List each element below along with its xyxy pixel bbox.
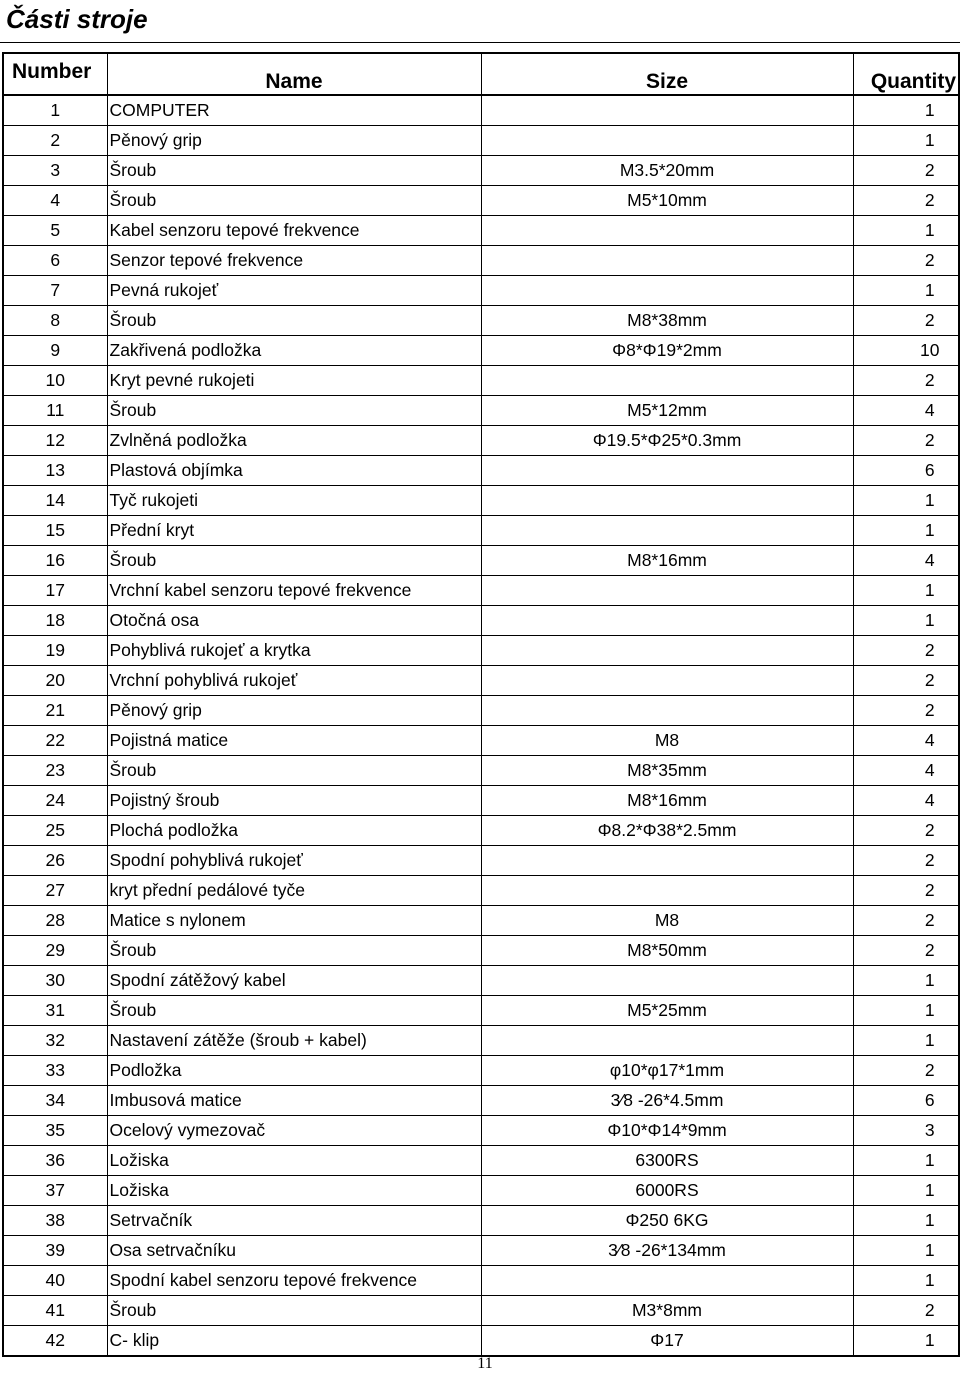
part-quantity: 6	[853, 456, 959, 486]
table-row	[3, 1266, 959, 1296]
part-number: 9	[3, 336, 107, 366]
part-size: 3⁄8 -26*4.5mm	[481, 1086, 853, 1116]
part-quantity: 1	[853, 486, 959, 516]
part-quantity: 1	[853, 966, 959, 996]
table-row	[3, 456, 959, 486]
part-quantity: 1	[853, 1206, 959, 1236]
table-row	[3, 1146, 959, 1176]
part-quantity: 2	[853, 156, 959, 186]
part-number: 25	[3, 816, 107, 846]
part-size: M5*12mm	[481, 396, 853, 426]
part-number: 8	[3, 306, 107, 336]
part-size	[481, 246, 853, 276]
part-quantity: 1	[853, 216, 959, 246]
part-number: 23	[3, 756, 107, 786]
part-name: Ocelový vymezovač	[107, 1116, 481, 1146]
part-name: Šroub	[107, 186, 481, 216]
part-number: 11	[3, 396, 107, 426]
part-name: Plochá podložka	[107, 816, 481, 846]
part-quantity: 1	[853, 1176, 959, 1206]
part-size	[481, 1026, 853, 1056]
part-name: Zakřivená podložka	[107, 336, 481, 366]
header-name: Name	[107, 53, 481, 95]
table-row	[3, 156, 959, 186]
part-size: Φ19.5*Φ25*0.3mm	[481, 426, 853, 456]
table-row	[3, 276, 959, 306]
part-name: Šroub	[107, 396, 481, 426]
part-quantity: 2	[853, 816, 959, 846]
part-number: 20	[3, 666, 107, 696]
part-size: Φ8*Φ19*2mm	[481, 336, 853, 366]
part-size	[481, 456, 853, 486]
part-quantity: 1	[853, 516, 959, 546]
part-name: Senzor tepové frekvence	[107, 246, 481, 276]
part-quantity: 2	[853, 1296, 959, 1326]
part-name: Pěnový grip	[107, 126, 481, 156]
table-row	[3, 816, 959, 846]
part-name: Setrvačník	[107, 1206, 481, 1236]
part-quantity: 2	[853, 876, 959, 906]
part-quantity: 2	[853, 936, 959, 966]
part-number: 37	[3, 1176, 107, 1206]
table-row	[3, 936, 959, 966]
table-row	[3, 576, 959, 606]
part-number: 17	[3, 576, 107, 606]
part-name: Pojistná matice	[107, 726, 481, 756]
part-name: Pojistný šroub	[107, 786, 481, 816]
part-name: Matice s nylonem	[107, 906, 481, 936]
part-quantity: 1	[853, 126, 959, 156]
table-row	[3, 126, 959, 156]
part-name: Pohyblivá rukojeť a krytka	[107, 636, 481, 666]
table-row	[3, 306, 959, 336]
part-quantity: 2	[853, 906, 959, 936]
table-row	[3, 876, 959, 906]
part-size: 3⁄8 -26*134mm	[481, 1236, 853, 1266]
part-number: 27	[3, 876, 107, 906]
part-number: 21	[3, 696, 107, 726]
part-name: Osa setrvačníku	[107, 1236, 481, 1266]
table-row	[3, 1056, 959, 1086]
table-row	[3, 606, 959, 636]
part-number: 15	[3, 516, 107, 546]
part-quantity: 4	[853, 726, 959, 756]
part-quantity: 10	[853, 336, 959, 366]
part-size: M8*16mm	[481, 786, 853, 816]
part-number: 34	[3, 1086, 107, 1116]
part-number: 4	[3, 186, 107, 216]
part-number: 13	[3, 456, 107, 486]
title-divider	[0, 42, 960, 43]
part-number: 3	[3, 156, 107, 186]
table-row	[3, 1176, 959, 1206]
table-row	[3, 1026, 959, 1056]
part-size	[481, 846, 853, 876]
part-number: 12	[3, 426, 107, 456]
part-size	[481, 216, 853, 246]
table-row	[3, 996, 959, 1026]
part-quantity: 2	[853, 426, 959, 456]
table-row	[3, 846, 959, 876]
table-row	[3, 396, 959, 426]
part-number: 30	[3, 966, 107, 996]
part-size: M8*16mm	[481, 546, 853, 576]
part-quantity: 2	[853, 666, 959, 696]
part-size	[481, 126, 853, 156]
part-quantity: 1	[853, 996, 959, 1026]
part-size	[481, 1266, 853, 1296]
part-name: Pevná rukojeť	[107, 276, 481, 306]
part-quantity: 1	[853, 1326, 959, 1357]
part-name: Kryt pevné rukojeti	[107, 366, 481, 396]
part-number: 19	[3, 636, 107, 666]
table-row	[3, 906, 959, 936]
part-size	[481, 696, 853, 726]
part-number: 18	[3, 606, 107, 636]
part-number: 16	[3, 546, 107, 576]
part-size: Φ250 6KG	[481, 1206, 853, 1236]
part-quantity: 2	[853, 306, 959, 336]
part-name: COMPUTER	[107, 95, 481, 126]
part-name: Šroub	[107, 756, 481, 786]
part-name: Spodní pohyblivá rukojeť	[107, 846, 481, 876]
parts-table-body	[3, 95, 959, 1356]
part-name: Ložiska	[107, 1146, 481, 1176]
part-size	[481, 486, 853, 516]
part-quantity: 2	[853, 636, 959, 666]
part-number: 14	[3, 486, 107, 516]
part-name: kryt přední pedálové tyče	[107, 876, 481, 906]
part-number: 42	[3, 1326, 107, 1357]
header-size: Size	[481, 53, 853, 95]
part-number: 6	[3, 246, 107, 276]
part-name: Šroub	[107, 1296, 481, 1326]
part-size	[481, 876, 853, 906]
part-quantity: 1	[853, 95, 959, 126]
part-number: 38	[3, 1206, 107, 1236]
table-row	[3, 1206, 959, 1236]
part-quantity: 1	[853, 1146, 959, 1176]
part-name: Šroub	[107, 156, 481, 186]
part-number: 7	[3, 276, 107, 306]
part-number: 26	[3, 846, 107, 876]
part-size: M3*8mm	[481, 1296, 853, 1326]
part-size: M8	[481, 726, 853, 756]
table-row	[3, 95, 959, 126]
part-number: 32	[3, 1026, 107, 1056]
page-title: Části stroje	[6, 4, 148, 34]
table-row	[3, 786, 959, 816]
part-name: Šroub	[107, 936, 481, 966]
part-name: Vrchní kabel senzoru tepové frekvence	[107, 576, 481, 606]
part-quantity: 4	[853, 756, 959, 786]
part-quantity: 2	[853, 846, 959, 876]
part-name: Otočná osa	[107, 606, 481, 636]
part-quantity: 1	[853, 1026, 959, 1056]
part-size: 6000RS	[481, 1176, 853, 1206]
table-row	[3, 966, 959, 996]
part-number: 39	[3, 1236, 107, 1266]
part-name: C- klip	[107, 1326, 481, 1357]
header-quantity: Quantity	[853, 53, 959, 95]
part-quantity: 2	[853, 1056, 959, 1086]
part-number: 29	[3, 936, 107, 966]
table-row	[3, 1326, 959, 1357]
table-row	[3, 366, 959, 396]
part-size: M8*35mm	[481, 756, 853, 786]
part-size: M3.5*20mm	[481, 156, 853, 186]
part-name: Imbusová matice	[107, 1086, 481, 1116]
part-quantity: 2	[853, 366, 959, 396]
part-name: Šroub	[107, 306, 481, 336]
part-size: Φ10*Φ14*9mm	[481, 1116, 853, 1146]
part-name: Kabel senzoru tepové frekvence	[107, 216, 481, 246]
part-name: Pěnový grip	[107, 696, 481, 726]
table-row	[3, 1296, 959, 1326]
part-number: 5	[3, 216, 107, 246]
table-row	[3, 1116, 959, 1146]
table-row	[3, 726, 959, 756]
part-size	[481, 966, 853, 996]
table-row	[3, 216, 959, 246]
part-quantity: 2	[853, 186, 959, 216]
part-number: 22	[3, 726, 107, 756]
table-row	[3, 756, 959, 786]
header-number: Number	[3, 53, 107, 95]
part-name: Spodní kabel senzoru tepové frekvence	[107, 1266, 481, 1296]
part-quantity: 1	[853, 276, 959, 306]
part-number: 10	[3, 366, 107, 396]
part-number: 40	[3, 1266, 107, 1296]
table-row	[3, 696, 959, 726]
part-size	[481, 95, 853, 126]
part-size: M8*38mm	[481, 306, 853, 336]
part-size: M5*10mm	[481, 186, 853, 216]
part-size: 6300RS	[481, 1146, 853, 1176]
part-name: Přední kryt	[107, 516, 481, 546]
part-quantity: 1	[853, 1266, 959, 1296]
table-row	[3, 546, 959, 576]
table-row	[3, 516, 959, 546]
part-name: Vrchní pohyblivá rukojeť	[107, 666, 481, 696]
part-name: Zvlněná podložka	[107, 426, 481, 456]
part-quantity: 4	[853, 396, 959, 426]
part-size	[481, 516, 853, 546]
part-size: φ10*φ17*1mm	[481, 1056, 853, 1086]
part-name: Spodní zátěžový kabel	[107, 966, 481, 996]
part-size: Φ8.2*Φ38*2.5mm	[481, 816, 853, 846]
part-name: Šroub	[107, 546, 481, 576]
part-quantity: 1	[853, 1236, 959, 1266]
table-row	[3, 1086, 959, 1116]
part-name: Podložka	[107, 1056, 481, 1086]
part-size	[481, 576, 853, 606]
table-row	[3, 666, 959, 696]
part-quantity: 2	[853, 246, 959, 276]
part-size	[481, 666, 853, 696]
table-row	[3, 336, 959, 366]
part-quantity: 1	[853, 606, 959, 636]
part-quantity: 3	[853, 1116, 959, 1146]
part-size	[481, 366, 853, 396]
table-row	[3, 246, 959, 276]
header-row	[3, 53, 959, 95]
part-quantity: 2	[853, 696, 959, 726]
part-size: Φ17	[481, 1326, 853, 1357]
part-size	[481, 606, 853, 636]
table-row	[3, 486, 959, 516]
part-name: Ložiska	[107, 1176, 481, 1206]
part-quantity: 6	[853, 1086, 959, 1116]
part-quantity: 1	[853, 576, 959, 606]
part-size: M5*25mm	[481, 996, 853, 1026]
parts-table-header	[3, 53, 959, 95]
part-number: 41	[3, 1296, 107, 1326]
part-size	[481, 276, 853, 306]
part-number: 1	[3, 95, 107, 126]
part-name: Šroub	[107, 996, 481, 1026]
part-name: Nastavení zátěže (šroub + kabel)	[107, 1026, 481, 1056]
part-number: 28	[3, 906, 107, 936]
table-row	[3, 636, 959, 666]
part-number: 31	[3, 996, 107, 1026]
part-size: M8*50mm	[481, 936, 853, 966]
part-number: 35	[3, 1116, 107, 1146]
table-row	[3, 186, 959, 216]
table-row	[3, 1236, 959, 1266]
part-number: 36	[3, 1146, 107, 1176]
part-number: 33	[3, 1056, 107, 1086]
part-quantity: 4	[853, 786, 959, 816]
part-name: Plastová objímka	[107, 456, 481, 486]
part-size: M8	[481, 906, 853, 936]
parts-table	[2, 52, 960, 1357]
part-size	[481, 636, 853, 666]
part-number: 2	[3, 126, 107, 156]
part-number: 24	[3, 786, 107, 816]
page-number: 11	[477, 1355, 493, 1372]
part-quantity: 4	[853, 546, 959, 576]
table-row	[3, 426, 959, 456]
part-name: Tyč rukojeti	[107, 486, 481, 516]
